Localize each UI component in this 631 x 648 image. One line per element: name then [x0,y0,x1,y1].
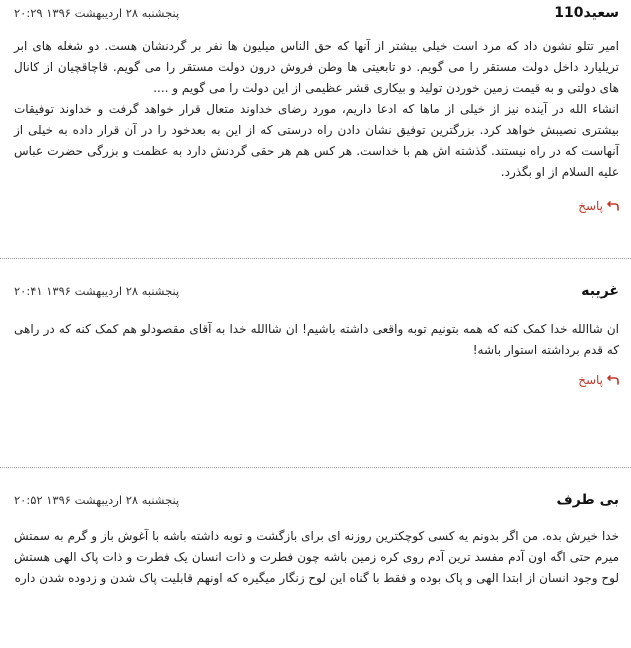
comment-date: پنجشنبه ۲۸ اردیبهشت ۱۳۹۶ ۲۰:۵۲ [14,493,180,507]
reply-label: پاسخ [578,373,603,387]
comment-item [0,279,631,467]
comment-paragraph: خدا خیرش بده. من اگر بدونم یه کسی کوچکترین روزنه ای برای بازگشت و توبه داشته باشه با آغوش باز و گرم به سمتش میرم حتی اگه اون آدم مفسد ترین آدم روی کره زمین باشه چون فطرت و ذات انسان یک فطرت و ذات پاک الهی هستش لوح وجود انسان از ابتدا الهی و پاک بوده و فقط با گناه این لوح زنگار میگیره که اونهم قابلیت پاک شدن و زدوده شدن داره [14,529,619,585]
reply-arrow-icon [607,201,619,211]
comment-paragraph: امیر تتلو نشون داد که مرد است خیلی بیشتر از آنها که حق الناس میلیون ها نفر بر گردنشان هست. دو شغله های ابر تریلیارد داخل دولت مستقر را می گویم. دو تابعیتی ها وطن فروش درون دولت مستقر را می گویم. قاچاقچیان از کانال های دولتی و به قیمت زمین خوردن تولید و بیکاری قشر عظیمی از این دولت را می گویم و .... [14,39,619,95]
comment-date: پنجشنبه ۲۸ اردیبهشت ۱۳۹۶ ۲۰:۴۱ [14,284,180,298]
comment-item [0,488,631,648]
comment-header [14,0,619,26]
comment-header [14,279,619,303]
comment-item [0,0,631,258]
reply-button[interactable] [14,199,619,213]
comment-paragraph: انشاء الله در آینده نیز از خیلی از ماها که ادعا داریم، مورد رضای خداوند متعال قرار خواهد گرفت و خداوند توفیقات بیشتری نصیبش خواهد کرد. بزرگترین توفیق نشان دادن راه درستی که از این به بعدخود را در آن قرار داده به خیلی از آنهاست که در راه نیستند. گذشته اش هم با خداست. هر کس هم هر حقی گردنش دارد به عظمت و بزرگی حضرت عباس علیه السلام از او بگذرد. [14,102,619,179]
comment-separator [0,258,631,259]
comment-body [14,36,619,183]
comment-author: غریبه [581,283,619,299]
comment-body [14,319,619,361]
comment-separator [0,467,631,468]
reply-label: پاسخ [578,199,603,213]
reply-button[interactable] [14,373,619,387]
comment-author: بی طرف [556,492,619,508]
comment-paragraph: ان شاالله خدا کمک کنه که همه بتونیم توبه واقعی داشته باشیم! ان شاالله خدا به آقای مقصودلو هم کمک کنه که در راهی که قدم برداشته استوار باشه! [14,322,619,357]
reply-arrow-icon [607,375,619,385]
comment-body [14,526,619,589]
comment-author: سعید110 [554,5,619,21]
comment-header [14,488,619,512]
comment-date: پنجشنبه ۲۸ اردیبهشت ۱۳۹۶ ۲۰:۲۹ [14,6,180,20]
